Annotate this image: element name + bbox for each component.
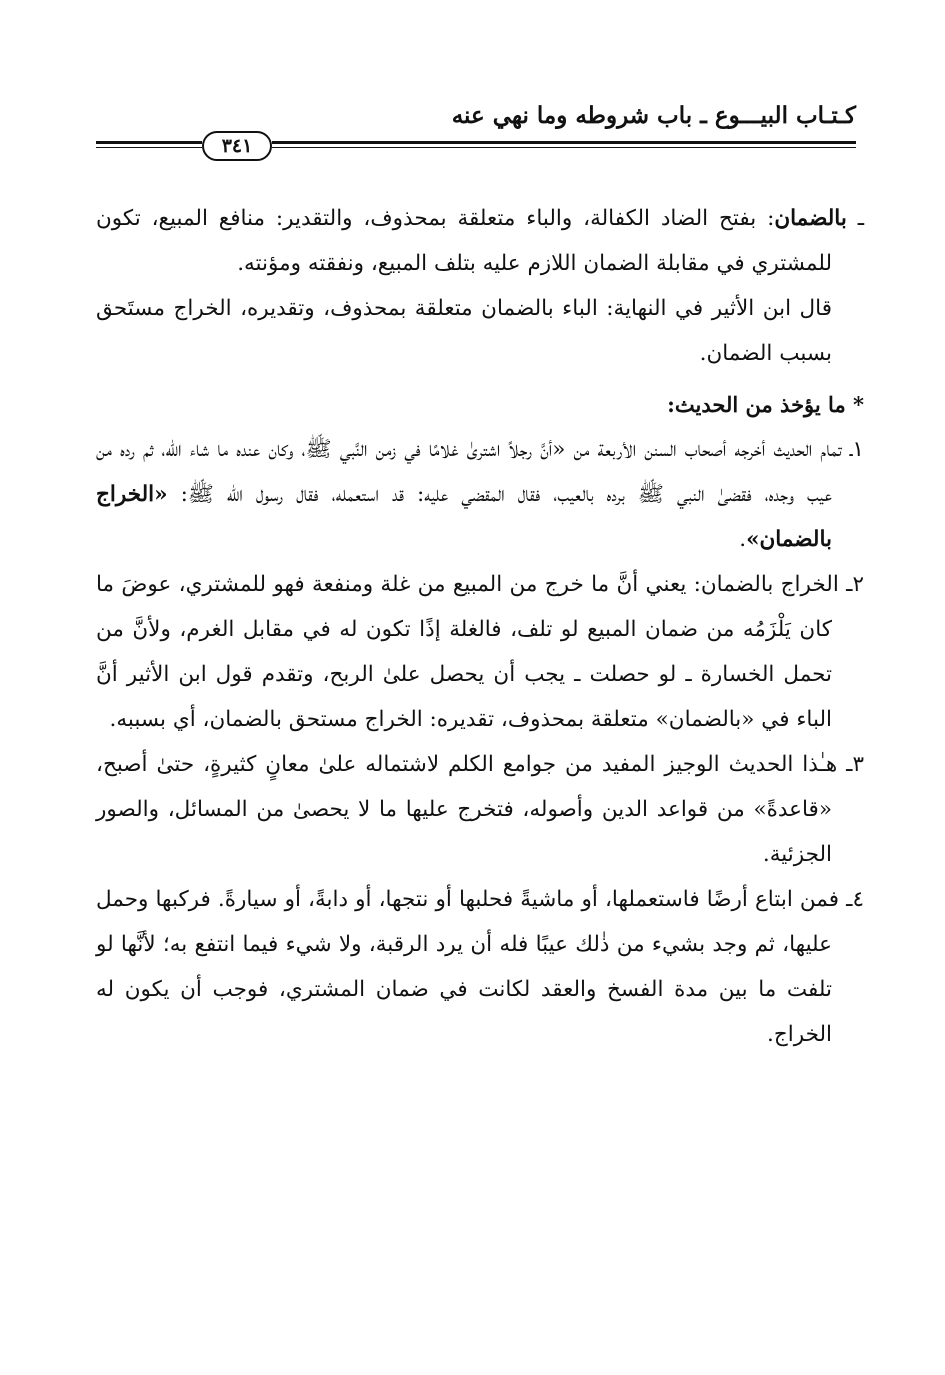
page-number: ٣٤١ <box>202 131 272 161</box>
point-4 <box>96 877 864 1057</box>
gloss-marker: ـ <box>857 206 864 231</box>
gloss-quote: قال ابن الأثير في النهاية: الباء بالضمان متعلقة بمحذوف، وتقديره، الخراج مستَحق بسبب الضمان. <box>96 296 832 366</box>
point-4-number: ٤ـ <box>846 887 864 912</box>
point-2 <box>96 562 864 742</box>
gloss-text: بفتح الضاد الكفالة، والباء متعلقة بمحذوف، والتقدير: منافع المبيع، تكون للمشتري في مقابلة الضمان اللازم عليه بتلف المبيع، ونفقته ومؤنته. <box>96 206 832 276</box>
gloss-term: بالضمان <box>774 206 847 231</box>
gloss-paragraph <box>96 196 864 286</box>
point-3 <box>96 742 864 877</box>
section-heading: * ما يؤخذ من الحديث: <box>667 392 864 417</box>
point-1-bold-tail: «الخراج بالضمان» <box>96 482 832 552</box>
point-4-text: فمن ابتاع أرضًا فاستعملها، أو ماشيةً فحلبها أو نتجها، أو دابةً، أو سيارةً. فركبها وحمل عليها، ثم وجد بشيء من ذٰلك عيبًا فله أن يرد الرقبة، ولا شيء فيما انتفع به؛ لأنَّها لو تلفت ما بين مدة الفسخ والعقد لكانت في ضمان المشتري، فوجب أن يكون له الخراج. <box>96 887 839 1047</box>
point-1 <box>96 427 864 562</box>
header-rule-right <box>272 138 856 152</box>
point-1-number: ١ـ <box>849 437 864 462</box>
point-2-text: الخراج بالضمان: يعني أنَّ ما خرج من المبيع من غلة ومنفعة فهو للمشتري، عوضَ ما كان يَلْزَمُه من ضمان المبيع لو تلف، فالغلة إذًا تكون له في مقابل الغرم، ولأنَّ من تحمل الخسارة ـ لو حصلت ـ يجب أن يحصل علىٰ الربح، وتقدم قول ابن الأثير أنَّ الباء في «بالضمان» متعلقة بمحذوف، تقديره: الخراج مستحق بالضمان، أي بسببه. <box>96 572 839 732</box>
point-1-tail: . <box>739 527 747 552</box>
gloss-colon: : <box>767 206 775 231</box>
running-title: كـتـاب البيـــوع ـ باب شروطه وما نهي عنه <box>451 102 856 129</box>
point-2-number: ٢ـ <box>846 572 864 597</box>
point-3-number: ٣ـ <box>846 752 864 777</box>
header-rule-left <box>96 138 202 152</box>
point-3-text: هـٰذا الحديث الوجيز المفيد من جوامع الكلم لاشتماله علىٰ معانٍ كثيرةٍ، حتىٰ أصبح، «قاعدةً» من قواعد الدين وأصوله، فتخرج عليها ما لا يحصىٰ من المسائل، والصور الجزئية. <box>96 752 838 867</box>
point-1-text: تمام الحديث أخرجه أصحاب السنن الأربعة من «أنَّ رجلاً اشترىٰ غلامًا في زمن النَّبي ﷺ، وكان عنده ما شاء الله، ثم رده من عيب وجده، فقضىٰ النبي ﷺ برده بالعيب، فقال المقضي عليه: قد استعمله، فقال رسول الله ﷺ: <box>96 437 842 507</box>
page-content <box>96 196 864 1057</box>
